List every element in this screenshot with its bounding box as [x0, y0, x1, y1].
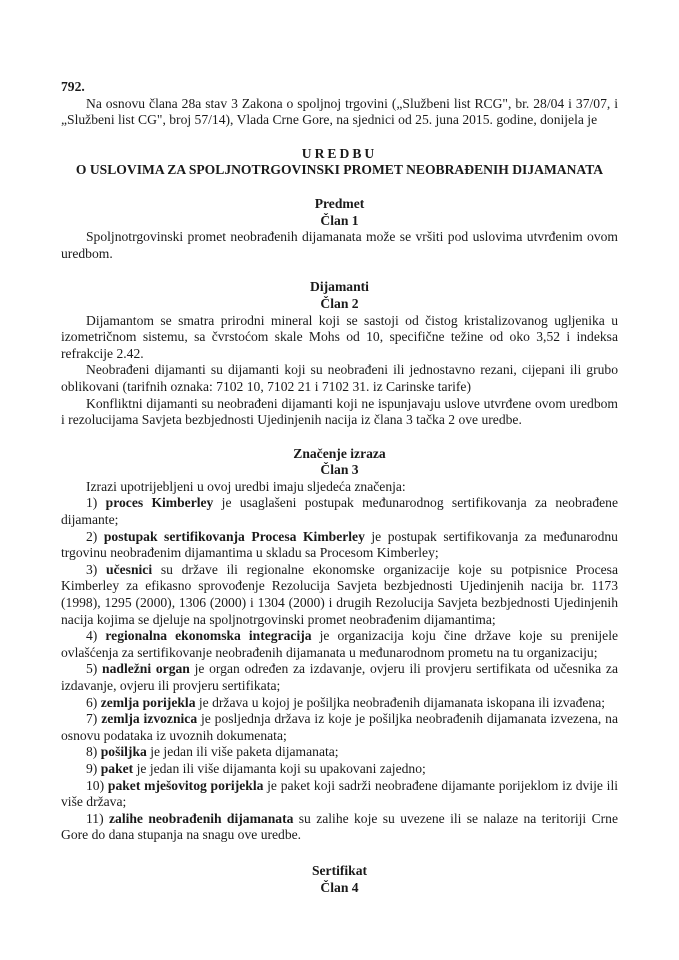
definition-term: regionalna ekonomska integracija — [105, 628, 312, 644]
article-2-paragraph: Dijamantom se smatra prirodni mineral koji se sastoji od čistog kristalizovanog ugljenika u izometričnom sistemu, sa čvrstoćom skale Mohs od 10, specifične težine od oko 3,52 i indeksa refrakcije 2.42. — [61, 312, 618, 361]
section-heading-sertifikat: Sertifikat — [311, 862, 368, 878]
definition-term: zemlja porijekla — [100, 694, 196, 710]
document-page — [61, 79, 618, 896]
definition-term: postupak sertifikovanja Procesa Kimberley — [103, 528, 365, 544]
document-title: UREDBU — [301, 145, 378, 161]
definition-item: 1) proces Kimberley je usaglašeni postupak međunarodnog sertifikovanja za neobrađene dijamante; — [61, 495, 618, 528]
definition-term: paket — [100, 760, 134, 776]
definition-item: 2) postupak sertifikovanja Procesa Kimberley je postupak sertifikovanja za međunarodnu trgovinu neobrađenim dijamantima u skladu sa Procesom Kimberley; — [61, 528, 618, 561]
article-2-paragraph: Neobrađeni dijamanti su dijamanti koji su neobrađeni ili jednostavno rezani, cijepani ili grubo oblikovani (tarifnih oznaka: 7102 10, 7102 21 i 7102 31. iz Carinske tarife) — [61, 362, 618, 394]
document-number: 792. — [61, 79, 85, 94]
article-1-paragraph: Spoljnotrgovinski promet neobrađenih dijamanata može se vršiti pod uslovima utvrđenim ovom uredbom. — [61, 229, 618, 261]
definition-item: 7) zemlja izvoznica je posljednja država iz koje je pošiljka neobrađenih dijamanata izvezena, na osnovu podataka iz uvoznih dokumenata; — [61, 711, 619, 743]
article-3-intro: Izrazi upotrijebljeni u ovoj uredbi imaju sljedeća značenja: — [86, 478, 406, 494]
article-2-paragraph: Konfliktni dijamanti su neobrađeni dijamanti koji ne ispunjavaju uslove utvrđene ovom uredbom i rezolucijama Savjeta bezbjednosti Ujedinjenih nacija iz člana 3 tačka 2 ove uredbe. — [61, 395, 618, 428]
definition-term: učesnici — [106, 561, 153, 577]
section-heading-znacenje-izraza: Značenje izraza — [293, 445, 386, 461]
definition-term: proces Kimberley — [105, 495, 214, 511]
definition-term: nadležni organ — [102, 661, 190, 677]
definition-item: 11) zalihe neobrađenih dijamanata su zalihe koje su uvezene ili se nalaze na teritoriji Crne Gore do dana stupanja na snagu ove uredbe. — [61, 810, 618, 843]
definition-item: 10) paket mješovitog porijekla je paket koji sadrži neobrađene dijamante porijeklom iz dvije ili više država; — [61, 777, 618, 810]
definition-item: 5) nadležni organ je organ određen za izdavanje, ovjeru ili provjeru sertifikata od učesnika za izdavanje, ovjeru ili provjeru sertifikata; — [61, 661, 618, 693]
article-4-label: Član 4 — [320, 879, 359, 895]
definition-item: 4) regionalna ekonomska integracija je organizacija koju čine države koje su prenijele ovlašćenja za sertifikovanje neobrađenih dijamanata u međunarodnom prometu na tu organizaciju; — [61, 628, 619, 660]
article-1-label: Član 1 — [320, 212, 359, 228]
definition-term: zalihe neobrađenih dijamanata — [108, 810, 294, 826]
definition-item: 9) paket je jedan ili više dijamanta koji su upakovani zajedno; — [86, 760, 426, 776]
definition-term: pošiljka — [100, 744, 147, 760]
definition-item: 8) pošiljka je jedan ili više paketa dijamanata; — [86, 744, 339, 760]
section-heading-dijamanti: Dijamanti — [310, 279, 369, 295]
definition-item: 6) zemlja porijekla je država u kojoj je pošiljka neobrađenih dijamanata iskopana ili izvađena; — [86, 694, 606, 710]
article-3-label: Član 3 — [320, 462, 359, 478]
definition-item: 3) učesnici su države ili regionalne ekonomske organizacije koje su potpisnice Procesa Kimberley za efikasno sprovođenje Rezolucija Savjeta bezbjednosti Ujedinjenih nacija br. 1173 (1998), 1295 (2000), 1306 (2000) i 1304 (2000) i drugih Rezolucija Savjeta bezbjednosti Ujedinjenih nacija kojima se djeluje na spoljnotrgovinski promet neobrađenim dijamantima; — [61, 561, 618, 627]
article-2-label: Član 2 — [320, 295, 359, 311]
section-heading-predmet: Predmet — [314, 195, 365, 211]
definition-term: zemlja izvoznica — [101, 711, 198, 727]
preamble: Na osnovu člana 28a stav 3 Zakona o spoljnoj trgovini („Službeni list RCG", br. 28/04 i 37/07, i „Službeni list CG", broj 57/14), Vlada Crne Gore, na sjednici od 25. juna 2015. godine, donijela je — [61, 95, 618, 128]
document-subtitle: O USLOVIMA ZA SPOLJNOTRGOVINSKI PROMET NEOBRAĐENIH DIJAMANATA — [75, 162, 604, 178]
definition-term: paket mješovitog porijekla — [107, 777, 264, 793]
